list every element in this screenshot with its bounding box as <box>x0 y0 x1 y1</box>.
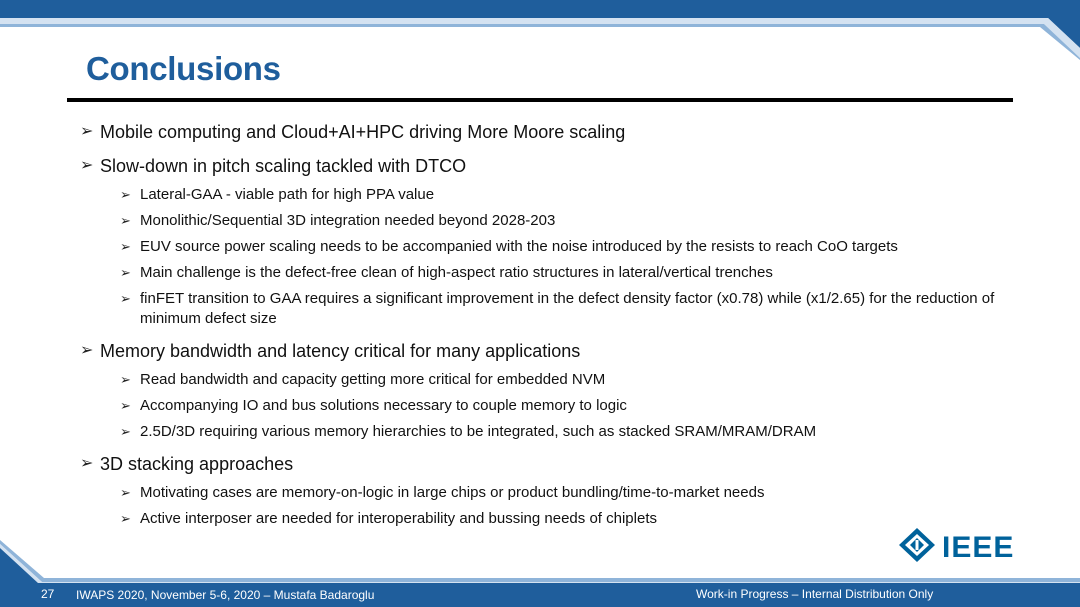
bullet-text: Motivating cases are memory-on-logic in large chips or product bundling/time-to-market needs <box>140 484 765 501</box>
arrow-bullet-icon: ➢ <box>120 291 131 306</box>
bullet-item-level2 <box>120 237 1010 257</box>
arrow-bullet-icon: ➢ <box>120 187 131 202</box>
bullet-text: Accompanying IO and bus solutions necessary to couple memory to logic <box>140 397 627 414</box>
arrow-bullet-icon: ➢ <box>80 157 94 174</box>
arrow-bullet-icon: ➢ <box>120 265 131 280</box>
ieee-logo-text: IEEE <box>942 531 1015 564</box>
bullet-text: Memory bandwidth and latency critical for many applications <box>100 341 581 361</box>
bullet-text: finFET transition to GAA requires a significant improvement in the defect density factor (x0.78) while (x1/2.65) for the reduction of minimum defect size <box>140 290 995 327</box>
bullet-item-level2 <box>120 396 1010 416</box>
bullet-item-level2 <box>120 370 1010 390</box>
arrow-bullet-icon: ➢ <box>120 372 131 387</box>
bullet-item-level2 <box>120 185 1010 205</box>
arrow-bullet-icon: ➢ <box>120 485 131 500</box>
bullet-section <box>80 154 1010 329</box>
bullet-text: 3D stacking approaches <box>100 454 294 474</box>
bullet-section <box>80 120 1010 144</box>
bullet-item-level2 <box>120 263 1010 283</box>
bullet-text: Slow-down in pitch scaling tackled with DTCO <box>100 156 467 176</box>
arrow-bullet-icon: ➢ <box>120 213 131 228</box>
bullet-item-level2 <box>120 289 1010 329</box>
bullet-item-level1 <box>80 339 1010 363</box>
bullet-item-level1 <box>80 120 1010 144</box>
title-underline <box>67 98 1013 102</box>
bullet-text: EUV source power scaling needs to be accompanied with the noise introduced by the resists to reach CoO targets <box>140 238 898 255</box>
arrow-bullet-icon: ➢ <box>120 511 131 526</box>
slide-title: Conclusions <box>86 50 281 87</box>
footer-distribution-note: Work-in Progress – Internal Distribution Only <box>696 587 934 601</box>
arrow-bullet-icon: ➢ <box>80 123 94 140</box>
bullet-text: Lateral-GAA - viable path for high PPA value <box>140 186 435 203</box>
bullet-text: Read bandwidth and capacity getting more critical for embedded NVM <box>140 371 606 388</box>
arrow-bullet-icon: ➢ <box>120 239 131 254</box>
bullet-item-level1 <box>80 452 1010 476</box>
arrow-bullet-icon: ➢ <box>80 342 94 359</box>
bullet-section <box>80 452 1010 529</box>
bullet-text: 2.5D/3D requiring various memory hierarchies to be integrated, such as stacked SRAM/MRAM/DRAM <box>140 423 817 440</box>
bullet-text: Mobile computing and Cloud+AI+HPC driving More Moore scaling <box>100 122 626 142</box>
bullet-text: Main challenge is the defect-free clean of high-aspect ratio structures in lateral/vertical trenches <box>140 264 773 281</box>
bullet-item-level2 <box>120 483 1010 503</box>
bullet-text: Monolithic/Sequential 3D integration needed beyond 2028-203 <box>140 212 556 229</box>
bullet-item-level2 <box>120 509 1010 529</box>
bullet-text: Active interposer are needed for interoperability and bussing needs of chiplets <box>140 510 657 527</box>
arrow-bullet-icon: ➢ <box>80 455 94 472</box>
bullet-item-level2 <box>120 422 1010 442</box>
bullet-section <box>80 339 1010 442</box>
bullet-item-level1 <box>80 154 1010 178</box>
arrow-bullet-icon: ➢ <box>120 398 131 413</box>
bullet-item-level2 <box>120 211 1010 231</box>
bullet-list <box>80 120 1010 539</box>
footer-conference: IWAPS 2020, November 5-6, 2020 – Mustafa Badaroglu <box>76 588 375 602</box>
slide-number: 27 <box>41 587 55 601</box>
arrow-bullet-icon: ➢ <box>120 424 131 439</box>
